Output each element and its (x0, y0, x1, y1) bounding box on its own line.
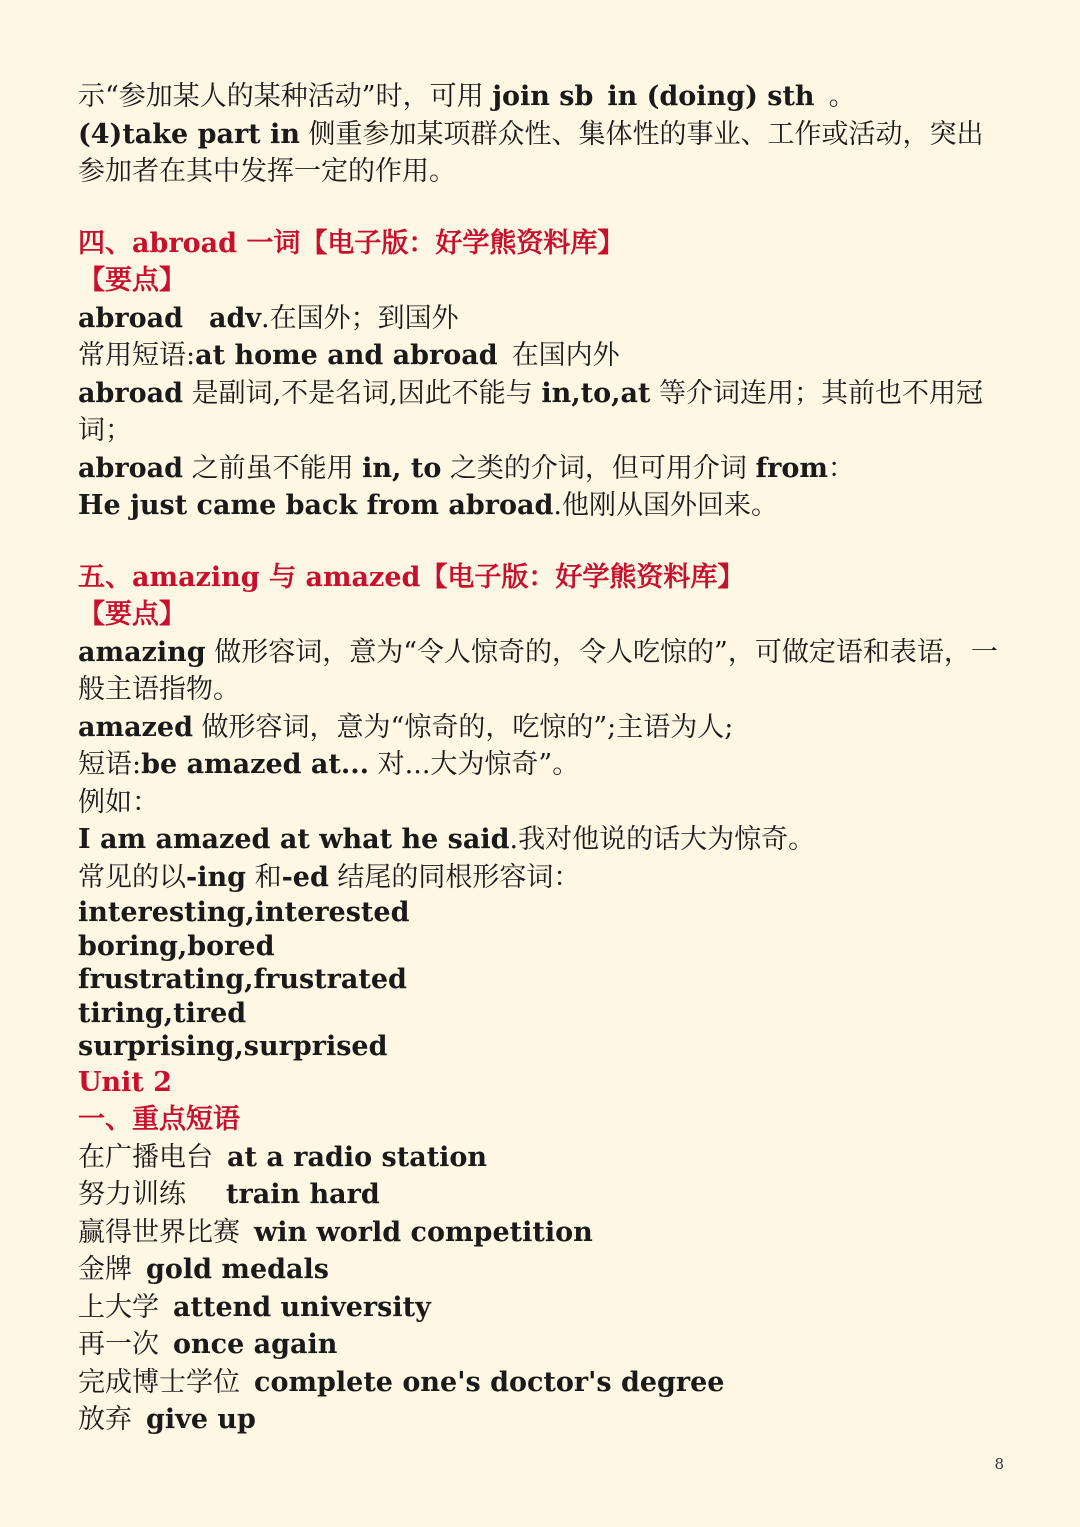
adjective-pair: tiring,tired (78, 997, 247, 1029)
section-5-line-2: amazed 做形容词，意为“惊奇的，吃惊的”;主语为人; (78, 711, 734, 743)
phrase-row: 努力训练 train hard (78, 1179, 380, 1210)
section-4-line-5: He just came back from abroad.他刚从国外回来。 (78, 490, 778, 521)
section-5-line-1: amazing 做形容词，意为“令人惊奇的，令人吃惊的”，可做定语和表语，一般主语指物。 (78, 636, 998, 705)
section-4-line-3: abroad 是副词,不是名词,因此不能与 in,to,at 等介词连用；其前也不用冠词； (78, 377, 984, 446)
intro-line-1: 示“参加某人的某种活动”时，可用 join sb in (doing) sth 。 (78, 81, 856, 112)
section-5-title: 五、amazing 与 amazed【电子版：好学熊资料库】 (78, 561, 745, 593)
phrase-row: 放弃 give up (78, 1404, 256, 1435)
phrase-row: 赢得世界比赛 win world competition (78, 1216, 593, 1248)
section-5-line-3: 短语:be amazed at... 对...大为惊奇”。 (78, 749, 580, 780)
unit-title: Unit 2 (78, 1066, 173, 1098)
section-5-keypoint: 【要点】 (78, 599, 186, 630)
section-4-line-2: 常用短语:at home and abroad 在国内外 (78, 340, 620, 371)
page-number: 8 (994, 1455, 1004, 1473)
document-page (78, 78, 1008, 1439)
section-4-line-4: abroad 之前虽不能用 in, to 之类的介词，但可用介词 from： (78, 452, 855, 484)
section-4-keypoint: 【要点】 (78, 265, 186, 296)
unit-subtitle: 一、重点短语 (78, 1104, 240, 1135)
section-4-line-1: abroad adv.在国外；到国外 (78, 302, 459, 334)
phrase-row: 完成博士学位 complete one's doctor's degree (78, 1366, 725, 1398)
phrase-row: 金牌 gold medals (78, 1254, 330, 1285)
section-5-line-5: I am amazed at what he said.我对他说的话大为惊奇。 (78, 824, 816, 855)
phrase-row: 在广播电台 at a radio station (78, 1141, 488, 1173)
adjective-pair: interesting,interested (78, 897, 410, 928)
phrase-row: 上大学 attend university (78, 1291, 431, 1323)
section-4-title: 四、abroad 一词【电子版：好学熊资料库】 (78, 227, 625, 259)
intro-line-2: (4)take part in 侧重参加某项群众性、集体性的事业、工作或活动，突出参加者在其中发挥一定的作用。 (78, 118, 984, 187)
section-5-line-4: 例如： (78, 786, 159, 818)
section-5-line-6: 常见的以-ing 和-ed 结尾的同根形容词： (78, 861, 581, 893)
phrase-row: 再一次 once again (78, 1329, 338, 1360)
adjective-pair: surprising,surprised (78, 1031, 388, 1062)
adjective-pair: boring,bored (78, 930, 275, 962)
adjective-pair: frustrating,frustrated (78, 964, 407, 995)
